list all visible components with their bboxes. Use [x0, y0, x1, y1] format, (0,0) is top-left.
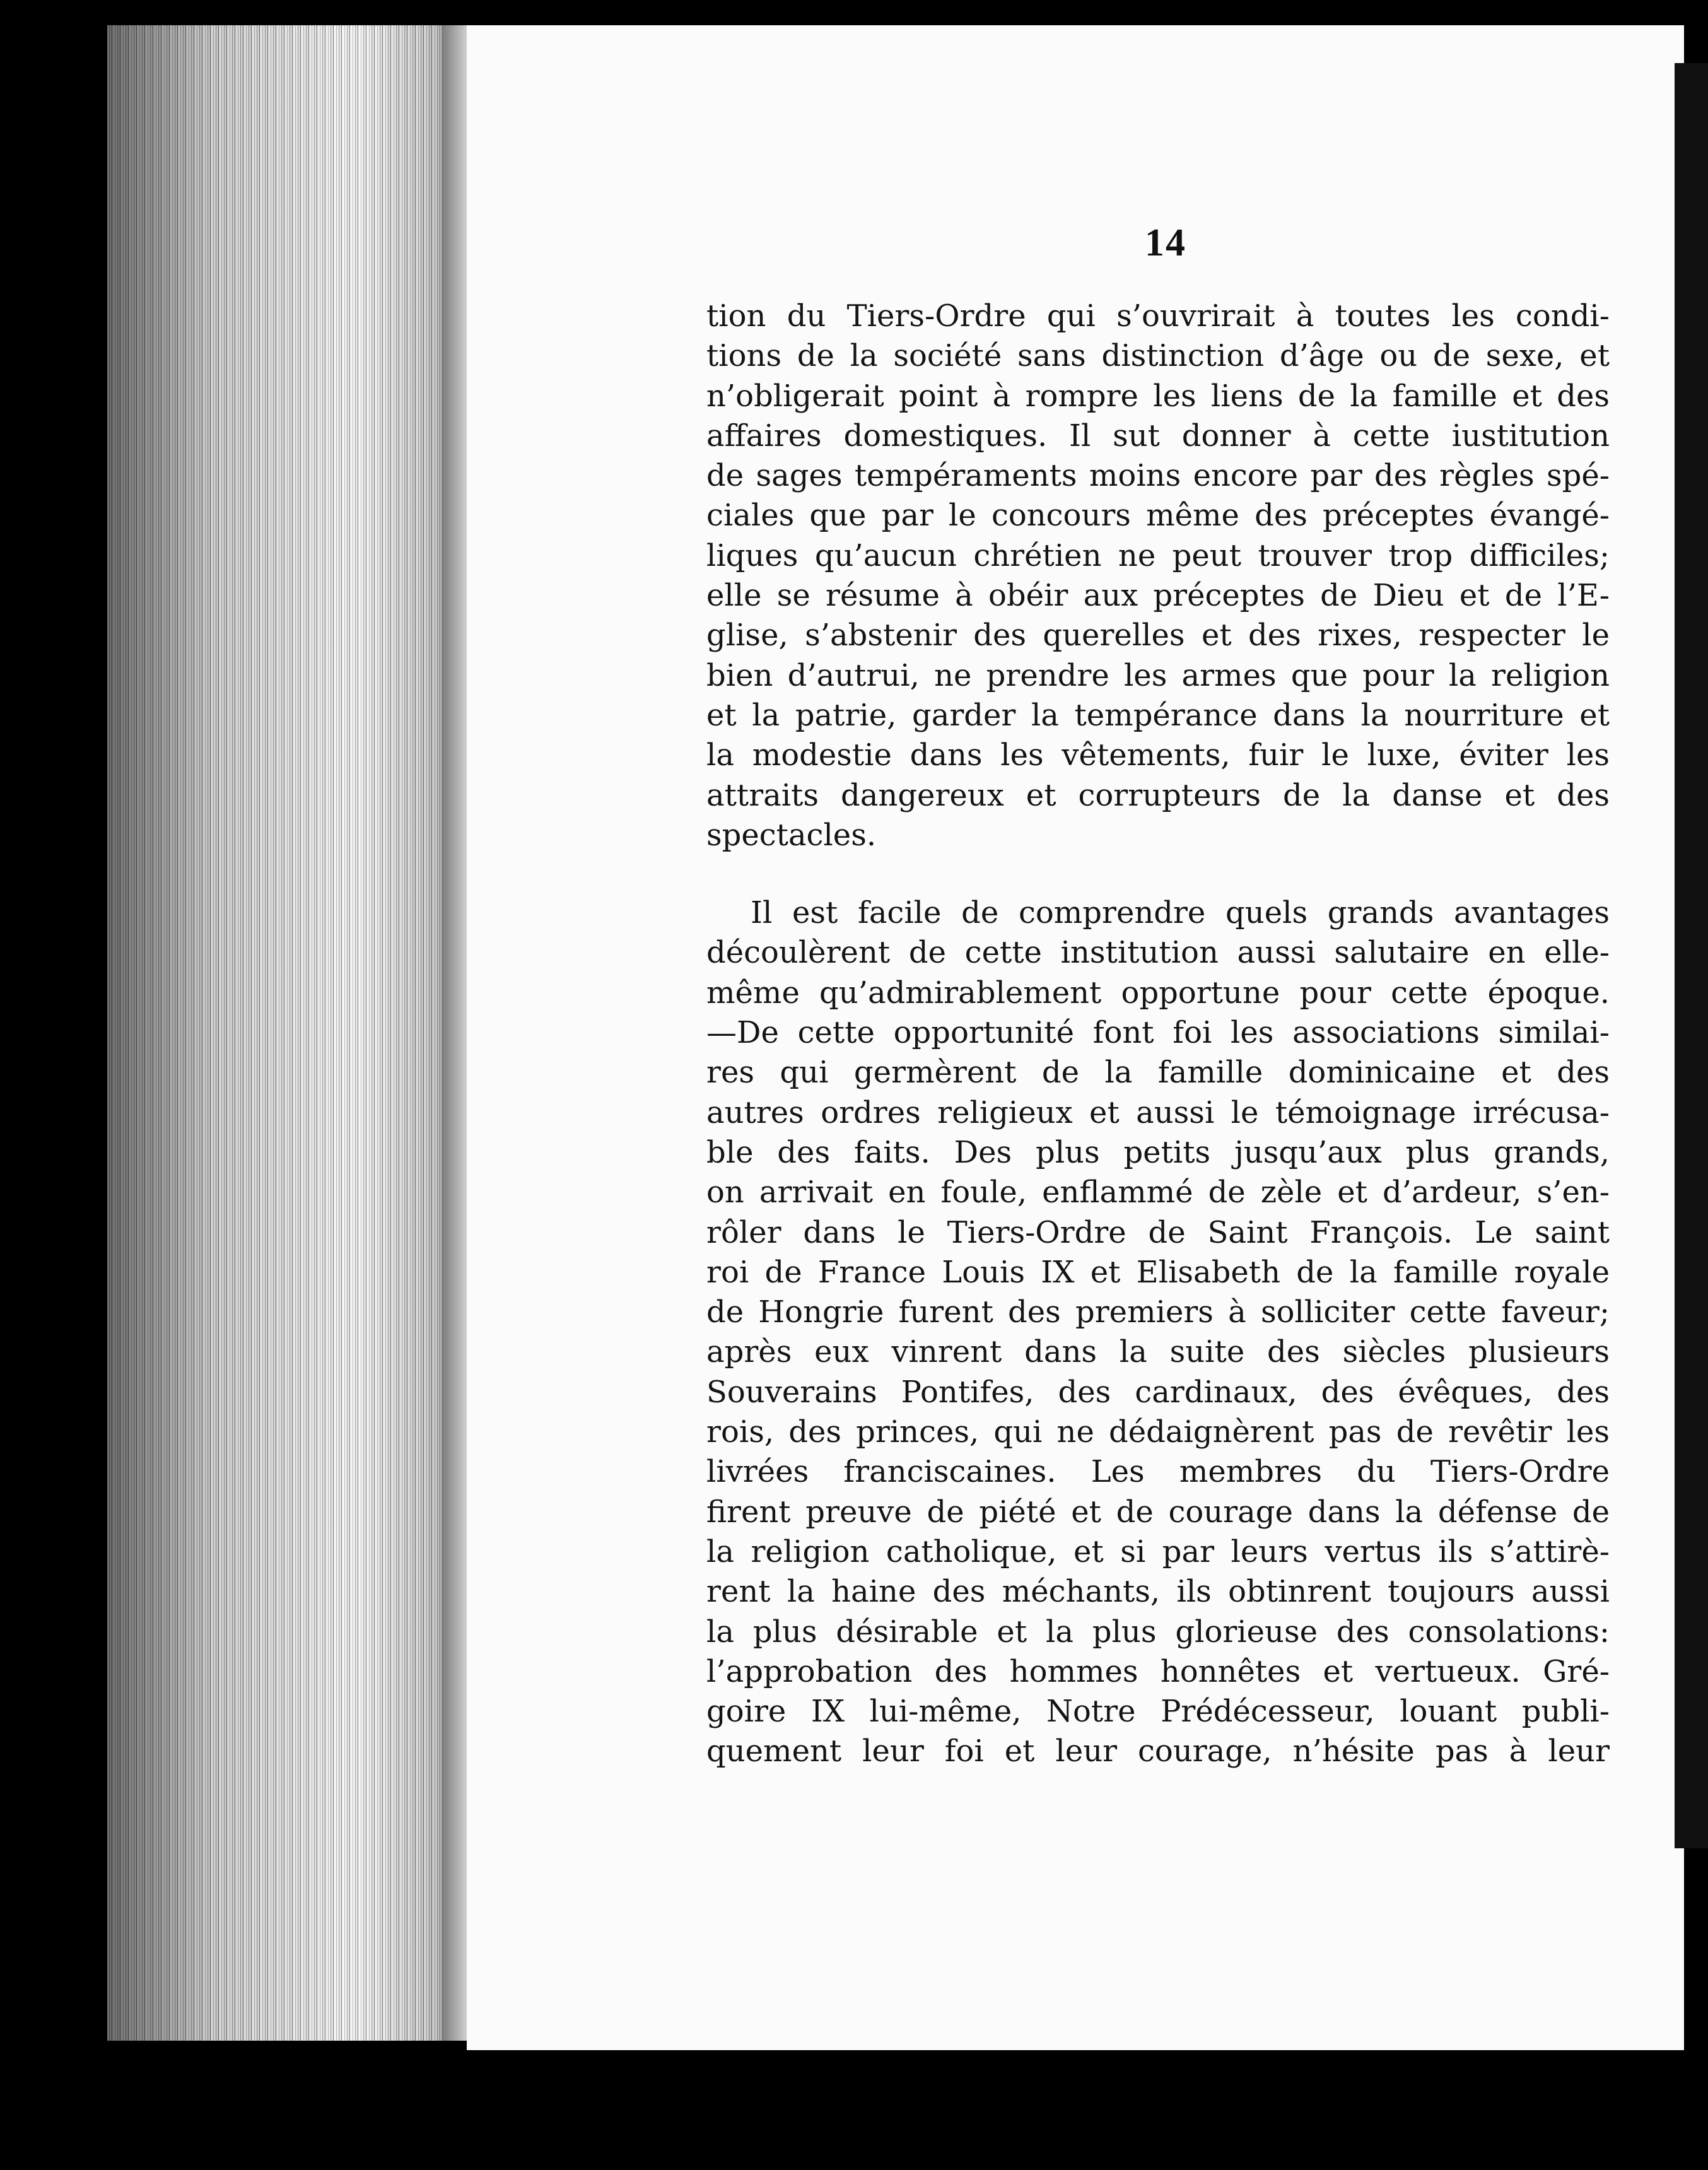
text-line: découlèrent de cette institution aussi salutaire en elle-: [706, 935, 1610, 971]
body-text: [706, 296, 1610, 1772]
text-line: tions de la société sans distinction d’âge ou de sexe, et: [706, 338, 1610, 374]
paragraph-2: [706, 893, 1610, 1772]
text-line: n’obligerait point à rompre les liens de la famille et des: [706, 378, 1610, 414]
text-line: après eux vinrent dans la suite des siècles plusieurs: [706, 1334, 1610, 1370]
text-line: on arrivait en foule, enflammé de zèle et d’ardeur, s’en-: [706, 1175, 1610, 1211]
text-line: rôler dans le Tiers-Ordre de Saint François. Le saint: [706, 1214, 1610, 1250]
text-line: autres ordres religieux et aussi le témoignage irrécusa-: [706, 1094, 1610, 1130]
scan-border-right: [1675, 63, 1708, 1848]
book-page-edges: [107, 25, 467, 2041]
text-line: ble des faits. Des plus petits jusqu’aux plus grands,: [706, 1134, 1610, 1170]
text-line: goire IX lui-même, Notre Prédécesseur, louant publi-: [706, 1694, 1610, 1730]
text-line: même qu’admirablement opportune pour cette époque.: [706, 975, 1610, 1011]
text-line: affaires domestiques. Il sut donner à cette iustitution: [706, 418, 1610, 454]
text-line: glise, s’abstenir des querelles et des rixes, respecter le: [706, 618, 1610, 654]
text-line: res qui germèrent de la famille dominicaine et des: [706, 1055, 1610, 1091]
text-line: roi de France Louis IX et Elisabeth de la famille royale: [706, 1254, 1610, 1290]
text-line: la religion catholique, et si par leurs vertus ils s’attirè-: [706, 1534, 1610, 1569]
text-line: liques qu’aucun chrétien ne peut trouver trop difficiles;: [706, 537, 1610, 573]
text-line: de Hongrie furent des premiers à solliciter cette faveur;: [706, 1294, 1610, 1330]
text-line: elle se résume à obéir aux préceptes de Dieu et de l’E-: [706, 578, 1610, 614]
text-line: la plus désirable et la plus glorieuse des consolations:: [706, 1614, 1610, 1650]
text-line: attraits dangereux et corrupteurs de la danse et des: [706, 777, 1610, 813]
text-line: rois, des princes, qui ne dédaignèrent pas de revêtir les: [706, 1414, 1610, 1450]
text-line: livrées franciscaines. Les membres du Tiers-Ordre: [706, 1454, 1610, 1490]
text-line: la modestie dans les vêtements, fuir le luxe, éviter les: [706, 737, 1610, 773]
text-line: firent preuve de piété et de courage dans la défense de: [706, 1494, 1610, 1530]
text-line: bien d’autrui, ne prendre les armes que pour la religion: [706, 657, 1610, 693]
text-line: ciales que par le concours même des préceptes évangé-: [706, 498, 1610, 534]
text-line: de sages tempéraments moins encore par des règles spé-: [706, 458, 1610, 494]
page-number: 14: [1145, 221, 1186, 264]
text-line: et la patrie, garder la tempérance dans la nourriture et: [706, 697, 1610, 733]
book-gutter: [442, 25, 467, 2041]
text-line: l’approbation des hommes honnêtes et vertueux. Gré-: [706, 1653, 1610, 1689]
text-line: rent la haine des méchants, ils obtinrent toujours aussi: [706, 1574, 1610, 1610]
text-line: Souverains Pontifes, des cardinaux, des évêques, des: [706, 1374, 1610, 1410]
text-line: Il est facile de comprendre quels grands avantages: [751, 895, 1610, 931]
text-line: tion du Tiers-Ordre qui s’ouvrirait à toutes les condi-: [706, 298, 1610, 334]
text-line: quement leur foi et leur courage, n’hésite pas à leur: [706, 1733, 1610, 1769]
text-line: —De cette opportunité font foi les associations similai-: [706, 1015, 1610, 1051]
paragraph-1: [706, 296, 1610, 855]
paragraph-gap: [706, 855, 1610, 893]
text-line: spectacles.: [706, 817, 877, 853]
